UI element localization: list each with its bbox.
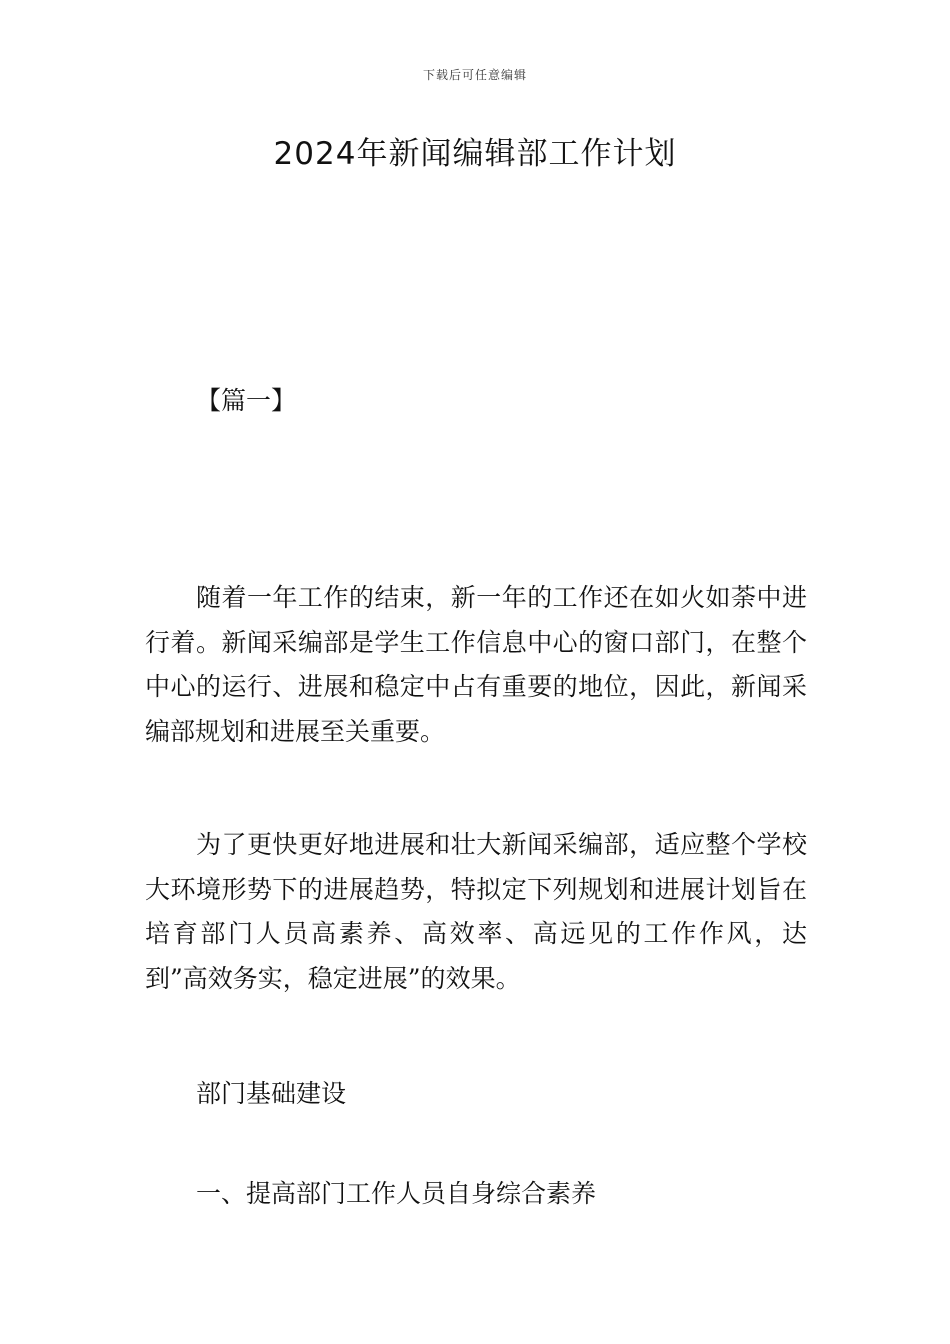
document-title: 2024年新闻编辑部工作计划 xyxy=(273,136,677,172)
body-paragraph: 随着一年工作的结束，新一年的工作还在如火如荼中进行着。新闻采编部是学生工作信息中心的窗口部门，在整个中心的运行、进展和稳定中占有重要的地位，因此，新闻采编部规划和进展至关重要。 xyxy=(145,583,807,746)
section-heading: 部门基础建设 xyxy=(196,1079,347,1108)
section-label: 【篇一】 xyxy=(196,386,297,415)
header-note: 下载后可任意编辑 xyxy=(422,68,527,82)
body-paragraph: 为了更快更好地进展和壮大新闻采编部，适应整个学校大环境形势下的进展趋势，特拟定下列规划和进展计划旨在培育部门人员高素养、高效率、高远见的工作作风，达到”高效务实，稳定进展”的效果。 xyxy=(145,830,807,993)
subsection-heading: 一、提高部门工作人员自身综合素养 xyxy=(196,1179,597,1208)
